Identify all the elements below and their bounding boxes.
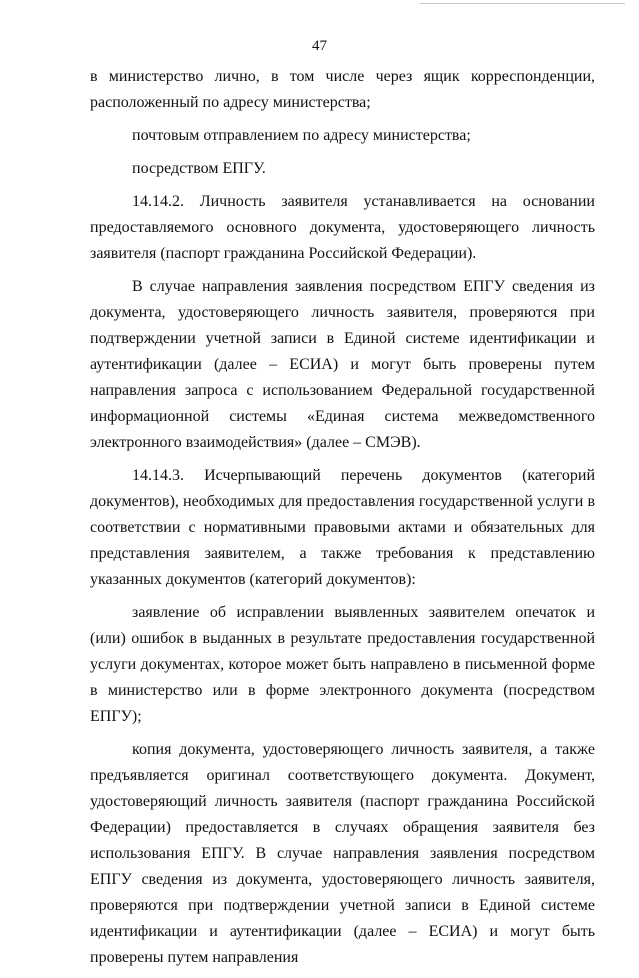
paragraph-delivery-by-mail: почтовым отправлением по адресу министерства;	[132, 127, 471, 144]
paragraph-identity-document-copy: копия документа, удостоверяющего личность заявителя, а также предъявляется оригинал соответствующего документа. Документ, удостоверяющий личность заявителя (паспорт гражданина Российской Федерации) предоставляется в случаях обращения заявителя без использования ЕПГУ. В случае направления заявления посредством ЕПГУ сведения из документа, удостоверяющего личность заявителя, проверяются при подтверждении учетной записи в Единой системе идентификации и аутентификации (далее – ЕСИА) и могут быть проверены путем направления	[90, 741, 595, 966]
paragraph-correction-application: заявление об исправлении выявленных заявителем опечаток и (или) ошибок в выданных в результате предоставления государственной услуги документах, которое может быть направлено в письменной форме в министерство или в форме электронного документа (посредством ЕПГУ);	[90, 604, 595, 725]
paragraph-section-14-14-2: 14.14.2. Личность заявителя устанавливается на основании предоставляемого основного документа, удостоверяющего личность заявителя (паспорт гражданина Российской Федерации).	[90, 193, 595, 262]
scan-edge-mark	[420, 0, 625, 4]
page-number: 47	[312, 38, 327, 54]
document-body	[90, 64, 595, 978]
paragraph-epgu-verification: В случае направления заявления посредством ЕПГУ сведения из документа, удостоверяющего личность заявителя, проверяются при подтверждении учетной записи в Единой системе идентификации и аутентификации (далее – ЕСИА) и могут быть проверены путем направления запроса с использованием Федеральной государственной информационной системы «Единая система межведомственного электронного взаимодействия» (далее – СМЭВ).	[90, 278, 595, 451]
paragraph-section-14-14-3: 14.14.3. Исчерпывающий перечень документов (категорий документов), необходимых для предоставления государственной услуги в соответствии с нормативными правовыми актами и обязательных для представления заявителем, а также требования к представлению указанных документов (категорий документов):	[90, 467, 595, 588]
paragraph-delivery-in-person: в министерство лично, в том числе через ящик корреспонденции, расположенный по адресу министерства;	[90, 68, 595, 111]
paragraph-delivery-via-epgu: посредством ЕПГУ.	[132, 160, 266, 177]
